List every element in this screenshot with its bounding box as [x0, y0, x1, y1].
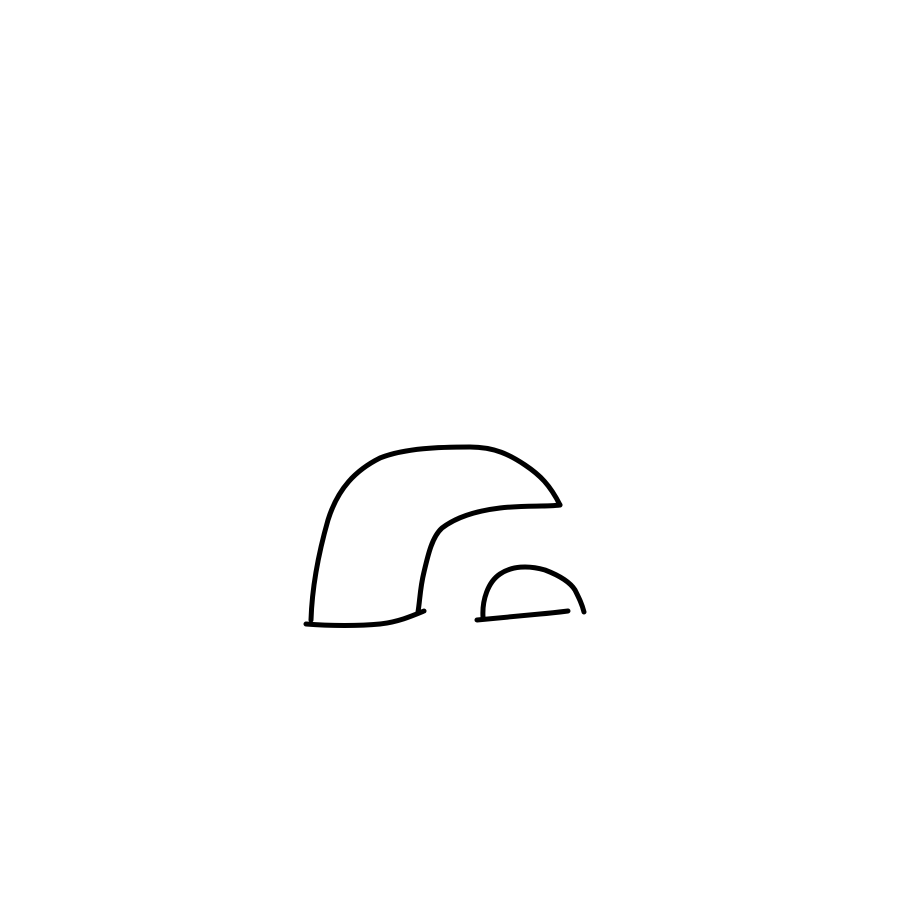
- large-arch-base: [306, 611, 424, 626]
- small-dome-base: [477, 611, 568, 620]
- large-arch-top-inner: [418, 505, 560, 612]
- small-dome-sketch: [477, 567, 584, 620]
- large-arch-sketch: [306, 447, 560, 626]
